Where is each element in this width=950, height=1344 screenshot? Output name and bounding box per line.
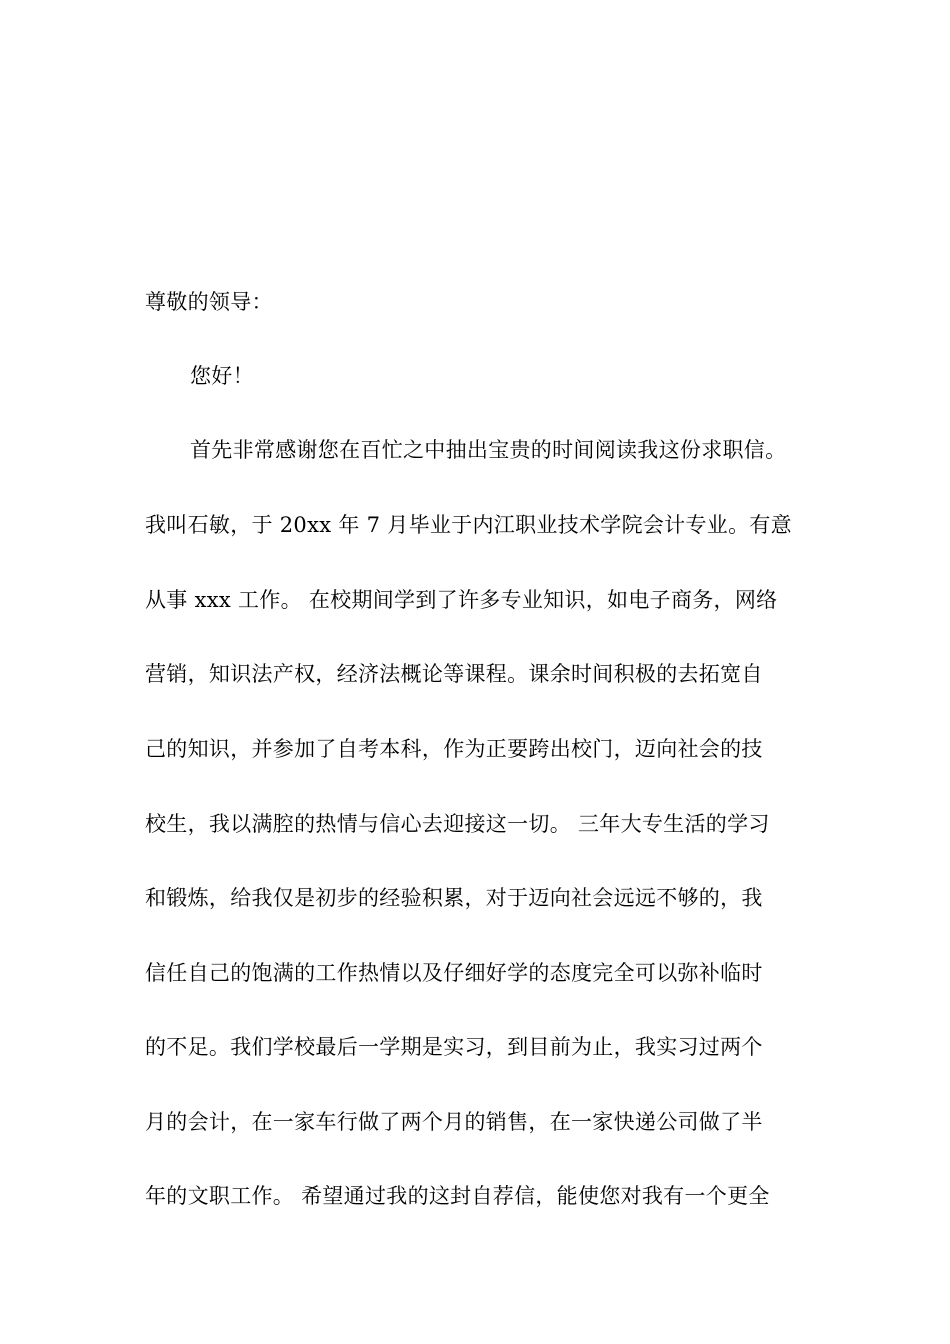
paragraph-line: 首先非常感谢您在百忙之中抽出宝贵的时间阅读我这份求职信。 — [190, 438, 787, 462]
greeting: 您好！ — [190, 364, 254, 388]
paragraph-line: 信任自己的饱满的工作热情以及仔细好学的态度完全可以弥补临时 — [145, 961, 763, 985]
paragraph-line: 月的会计，在一家车行做了两个月的销售，在一家快递公司做了半 — [145, 1110, 763, 1134]
paragraph-line: 从事 xxx 工作。 在校期间学到了许多专业知识，如电子商务，网络 — [145, 588, 778, 612]
paragraph-line: 和锻炼，给我仅是初步的经验积累，对于迈向社会远远不够的，我 — [145, 886, 763, 910]
paragraph-line: 己的知识，并参加了自考本科，作为正要跨出校门，迈向社会的技 — [145, 737, 763, 761]
salutation: 尊敬的领导： — [145, 290, 273, 314]
paragraph-line: 年的文职工作。 希望通过我的这封自荐信，能使您对我有一个更全 — [145, 1184, 770, 1208]
paragraph-line: 校生，我以满腔的热情与信心去迎接这一切。 三年大专生活的学习 — [145, 812, 770, 836]
paragraph-line: 的不足。我们学校最后一学期是实习，到目前为止，我实习过两个 — [145, 1035, 763, 1059]
paragraph-line: 我叫石敏，于 20xx 年 7 月毕业于内江职业技术学院会计专业。有意 — [145, 513, 792, 537]
paragraph-line: 营销，知识法产权，经济法概论等课程。课余时间积极的去拓宽自 — [145, 662, 763, 686]
